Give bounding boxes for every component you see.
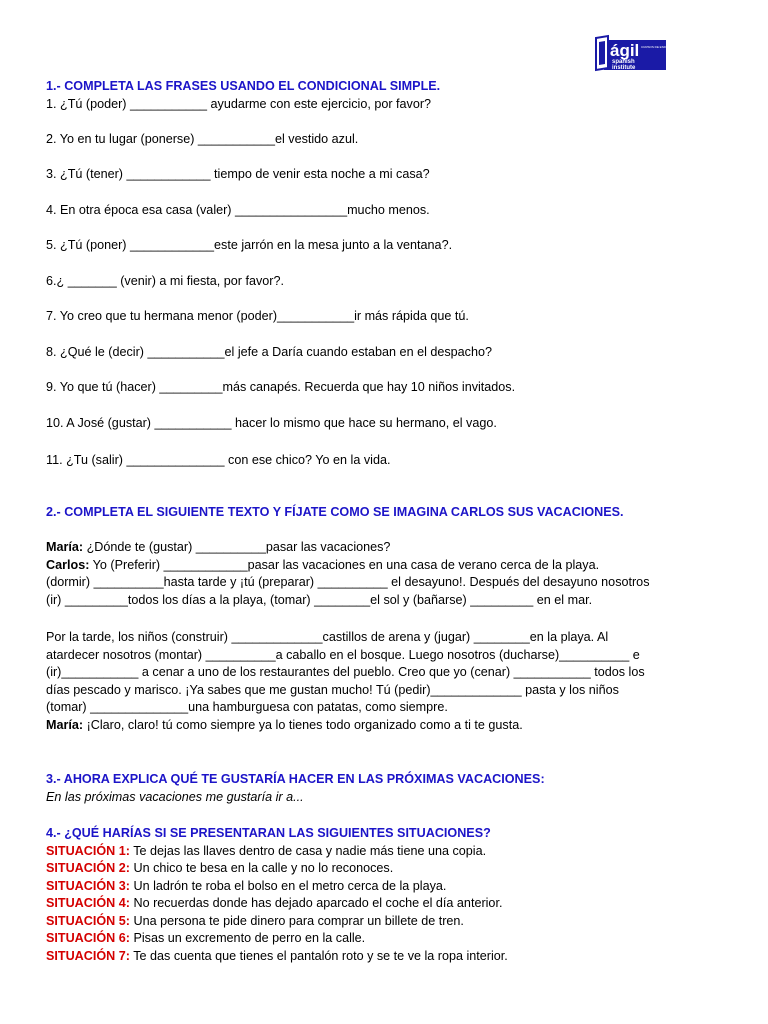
exercise-10-item: 10. A José (gustar) ___________ hacer lo mismo que hace su hermano, el vago.: [46, 416, 497, 430]
maria-line-2-text: ¡Claro, claro! tú como siempre ya lo tienes todo organizado como a ti te gusta.: [83, 717, 523, 732]
section-4-title: 4.- ¿QUÉ HARÍAS SI SE PRESENTARAN LAS SIGUIENTES SITUACIONES?: [46, 826, 491, 840]
situation-text: Pisas un excremento de perro en la calle.: [129, 931, 366, 945]
logo-tagline: CURSOS DE ESPAÑOL: [641, 45, 674, 49]
exercise-2-item: 2. Yo en tu lugar (ponerse) ___________el vestido azul.: [46, 132, 359, 146]
situation-text: Una persona te pide dinero para comprar un billete de tren.: [129, 913, 464, 928]
agil-logo: [594, 34, 674, 72]
situation-2: [46, 860, 508, 878]
situation-label: SITUACIÓN 1:: [46, 843, 130, 858]
speaker-maria-2: María:: [46, 717, 84, 732]
situation-label: SITUACIÓN 6:: [46, 931, 130, 945]
carlos-line-2: (dormir) __________hasta tarde y ¡tú (preparar) __________ el desayuno!. Después del desayuno nosotros: [46, 575, 650, 589]
afternoon-line-4: días pescado y marisco. ¡Ya sabes que me gustan mucho! Tú (pedir)_____________ pasta y los niños: [46, 682, 619, 697]
carlos-line-1: [46, 557, 650, 575]
exercise-8-item: 8. ¿Qué le (decir) ___________el jefe a Daría cuando estaban en el despacho?: [46, 345, 492, 359]
maria-line-1: [46, 539, 650, 557]
situation-label: SITUACIÓN 5:: [46, 913, 130, 928]
afternoon-line-5: (tomar) ______________una hamburguesa con patatas, como siempre.: [46, 700, 448, 714]
logo-sub-spanish: spanish: [612, 59, 635, 65]
situation-label: SITUACIÓN 7:: [46, 948, 130, 963]
situation-5: [46, 913, 508, 931]
section-3-prompt: En las próximas vacaciones me gustaría ir a...: [46, 789, 304, 804]
exercise-5-item: 5. ¿Tú (poner) ____________este jarrón en la mesa junto a la ventana?.: [46, 238, 453, 252]
situation-1: [46, 843, 508, 861]
exercise-1-item: 1. ¿Tú (poder) ___________ ayudarme con este ejercicio, por favor?: [46, 96, 432, 111]
situation-text: Un ladrón te roba el bolso en el metro cerca de la playa.: [129, 878, 447, 893]
afternoon-line-3: (ir)___________ a cenar a uno de los restaurantes del pueblo. Creo que yo (cenar) ___________ todos los: [46, 665, 645, 679]
logo-word: ágil: [610, 41, 640, 60]
speaker-maria: María:: [46, 540, 84, 554]
agil-logo-graphic: [594, 34, 674, 72]
dialogue-block: [46, 539, 650, 609]
exercise-11-item: 11. ¿Tu (salir) ______________ con ese chico? Yo en la vida.: [46, 453, 391, 467]
situation-text: Te das cuenta que tienes el pantalón roto y se te ve la ropa interior.: [129, 948, 508, 963]
section-1: [46, 78, 440, 113]
exercise-9-item: 9. Yo que tú (hacer) _________más canapés. Recuerda que hay 10 niños invitados.: [46, 380, 516, 394]
exercise-3-item: 3. ¿Tú (tener) ____________ tiempo de venir esta noche a mi casa?: [46, 167, 430, 181]
situation-text: Te dejas las llaves dentro de casa y nadie más tiene una copia.: [129, 843, 487, 858]
section-2-title: 2.- COMPLETA EL SIGUIENTE TEXTO Y FÍJATE COMO SE IMAGINA CARLOS SUS VACACIONES.: [46, 505, 624, 519]
section-1-title: 1.- COMPLETA LAS FRASES USANDO EL CONDICIONAL SIMPLE.: [46, 79, 441, 93]
speaker-carlos: Carlos:: [46, 557, 90, 572]
situation-6: [46, 930, 508, 948]
exercise-7-item: 7. Yo creo que tu hermana menor (poder)___________ir más rápida que tú.: [46, 309, 469, 323]
carlos-line-1-text: Yo (Preferir) ____________pasar las vacaciones en una casa de verano cerca de la playa.: [89, 557, 600, 572]
situation-label: SITUACIÓN 3:: [46, 878, 130, 893]
logo-sub-institute: institute: [612, 65, 636, 71]
situation-label: SITUACIÓN 2:: [46, 861, 130, 875]
situation-4: [46, 895, 508, 913]
afternoon-line-2: atardecer nosotros (montar) __________a caballo en el bosque. Luego nosotros (ducharse)__________ e: [46, 647, 640, 662]
situation-label: SITUACIÓN 4:: [46, 896, 130, 910]
situation-3: [46, 878, 508, 896]
situation-7: [46, 948, 508, 966]
afternoon-paragraph: [46, 629, 645, 734]
maria-line-2: [46, 717, 645, 735]
exercise-4-item: 4. En otra época esa casa (valer) ________________mucho menos.: [46, 203, 430, 217]
exercise-6-item: 6.¿ _______ (venir) a mi fiesta, por favor?.: [46, 274, 284, 288]
afternoon-line-1: Por la tarde, los niños (construir) _____________castillos de arena y (jugar) ________en la playa. Al: [46, 630, 609, 644]
carlos-line-3: (ir) _________todos los días a la playa, (tomar) ________el sol y (bañarse) _________ en el mar.: [46, 592, 593, 607]
section-4: [46, 825, 508, 965]
section-3-title: 3.- AHORA EXPLICA QUÉ TE GUSTARÍA HACER EN LAS PRÓXIMAS VACACIONES:: [46, 772, 545, 786]
section-3: [46, 771, 545, 806]
maria-line-1-text: ¿Dónde te (gustar) __________pasar las vacaciones?: [83, 540, 391, 554]
situation-text: No recuerdas donde has dejado aparcado el coche el día anterior.: [129, 896, 503, 910]
situation-text: Un chico te besa en la calle y no lo reconoces.: [129, 861, 394, 875]
